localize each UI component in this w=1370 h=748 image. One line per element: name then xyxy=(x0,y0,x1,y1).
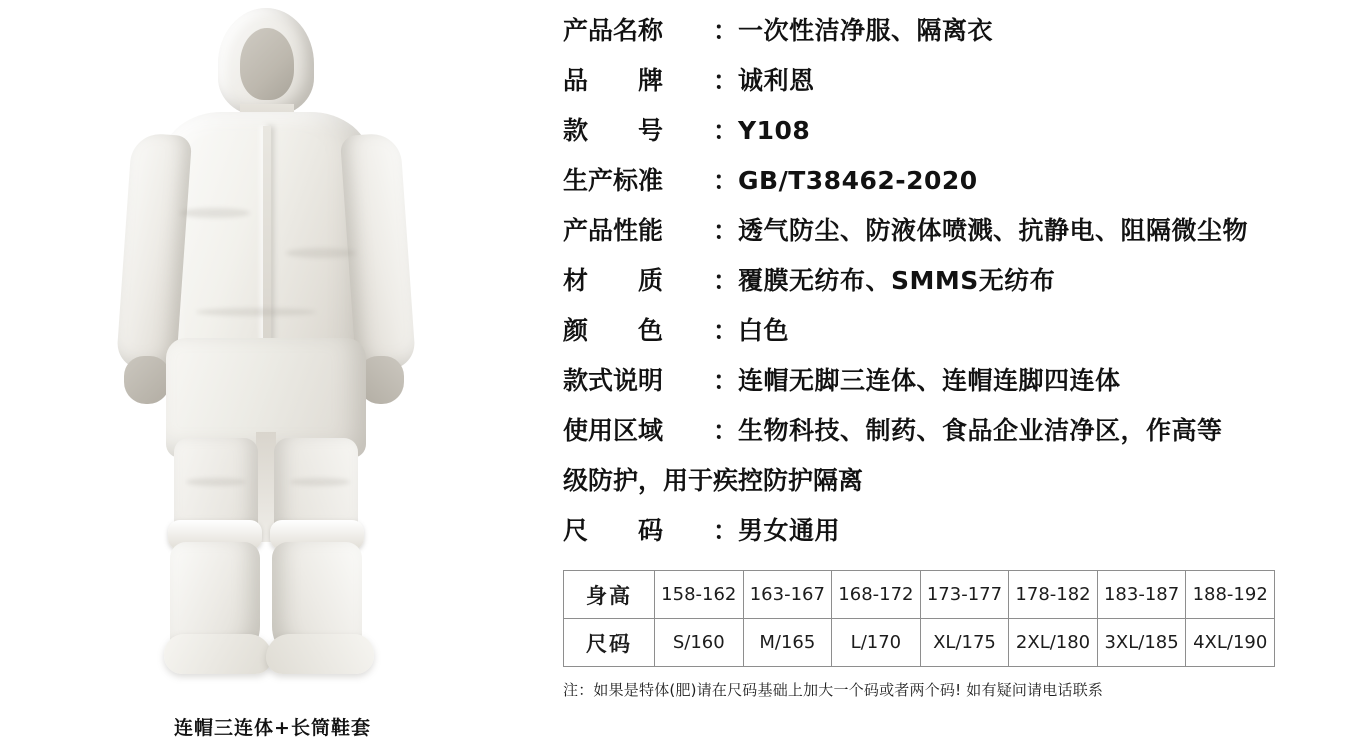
size-note: 注：如果是特体(肥)请在尺码基础上加大一个码或者两个码! 如有疑问请电话联系 xyxy=(563,681,1104,699)
spec-value: 生物科技、制药、食品企业洁净区，作高等 xyxy=(738,416,1223,445)
left-hand-shape xyxy=(124,356,170,404)
spec-label: 品 牌 xyxy=(563,66,664,95)
fabric-fold xyxy=(186,478,246,486)
spec-row-model xyxy=(563,106,1358,156)
size-cell: M/165 xyxy=(743,619,832,667)
fabric-fold xyxy=(286,248,356,258)
table-row-height xyxy=(564,571,1275,619)
spec-label: 尺 码 xyxy=(563,516,664,545)
spec-label: 颜 色 xyxy=(563,316,664,345)
usage-area-continuation: 级防护，用于疾控防护隔离 xyxy=(563,466,864,495)
spec-colon: ： xyxy=(713,516,739,545)
spec-label: 产品名称 xyxy=(563,16,664,45)
spec-row-size xyxy=(563,506,1358,556)
spec-colon: ： xyxy=(713,66,739,95)
spec-value: 覆膜无纺布、SMMS无纺布 xyxy=(738,266,1056,295)
spec-value: 连帽无脚三连体、连帽连脚四连体 xyxy=(738,366,1121,395)
right-foot-shape xyxy=(266,634,374,674)
spec-colon: ： xyxy=(713,366,739,395)
spec-row-performance xyxy=(563,206,1358,256)
height-cell: 173-177 xyxy=(920,571,1009,619)
size-cell: L/170 xyxy=(832,619,921,667)
height-cell: 163-167 xyxy=(743,571,832,619)
spec-colon: ： xyxy=(713,116,739,145)
size-cell: 4XL/190 xyxy=(1186,619,1275,667)
spec-value: 透气防尘、防液体喷溅、抗静电、阻隔微尘物 xyxy=(738,216,1249,245)
height-cell: 168-172 xyxy=(832,571,921,619)
table-row-size xyxy=(564,619,1275,667)
product-spec-pane xyxy=(545,0,1370,748)
spec-colon: ： xyxy=(713,416,739,445)
spec-value: 白色 xyxy=(738,316,790,345)
size-cell: 3XL/185 xyxy=(1097,619,1186,667)
product-photo xyxy=(0,0,545,700)
fabric-fold xyxy=(180,208,250,218)
height-cell: 188-192 xyxy=(1186,571,1275,619)
spec-row-brand xyxy=(563,56,1358,106)
spec-row-standard xyxy=(563,156,1358,206)
spec-colon: ： xyxy=(713,316,739,345)
spec-value: 诚利恩 xyxy=(738,66,815,95)
spec-row-usage-area xyxy=(563,406,1358,456)
fabric-fold xyxy=(290,478,350,486)
spec-colon: ： xyxy=(713,216,739,245)
row-header-size: 尺码 xyxy=(564,619,655,667)
size-cell: XL/175 xyxy=(920,619,1009,667)
spec-value: 一次性洁净服、隔离衣 xyxy=(738,16,994,45)
spec-row-material xyxy=(563,256,1358,306)
product-image-pane xyxy=(0,0,545,748)
left-foot-shape xyxy=(164,634,272,674)
size-cell: 2XL/180 xyxy=(1009,619,1098,667)
spec-value: Y108 xyxy=(738,116,811,145)
row-header-height: 身高 xyxy=(564,571,655,619)
spec-row-color xyxy=(563,306,1358,356)
spec-label: 使用区域 xyxy=(563,416,664,445)
spec-label: 材 质 xyxy=(563,266,664,295)
spec-value: 男女通用 xyxy=(738,516,841,545)
spec-row-product-name xyxy=(563,6,1358,56)
product-image-caption: 连帽三连体+长筒鞋套 xyxy=(174,717,371,739)
height-cell: 158-162 xyxy=(655,571,744,619)
spec-list xyxy=(563,6,1358,456)
spec-colon: ： xyxy=(713,16,739,45)
spec-row-style xyxy=(563,356,1358,406)
size-chart-table xyxy=(563,570,1275,667)
coverall-illustration xyxy=(100,8,430,688)
spec-label: 款式说明 xyxy=(563,366,664,395)
face-opening-shape xyxy=(240,28,294,100)
spec-colon: ： xyxy=(713,266,739,295)
height-cell: 178-182 xyxy=(1009,571,1098,619)
spec-colon: ： xyxy=(713,166,739,195)
spec-value: GB/T38462-2020 xyxy=(738,166,978,195)
spec-label: 款 号 xyxy=(563,116,664,145)
size-cell: S/160 xyxy=(655,619,744,667)
spec-label: 产品性能 xyxy=(563,216,664,245)
spec-label: 生产标准 xyxy=(563,166,664,195)
height-cell: 183-187 xyxy=(1097,571,1186,619)
fabric-fold xyxy=(196,308,316,316)
